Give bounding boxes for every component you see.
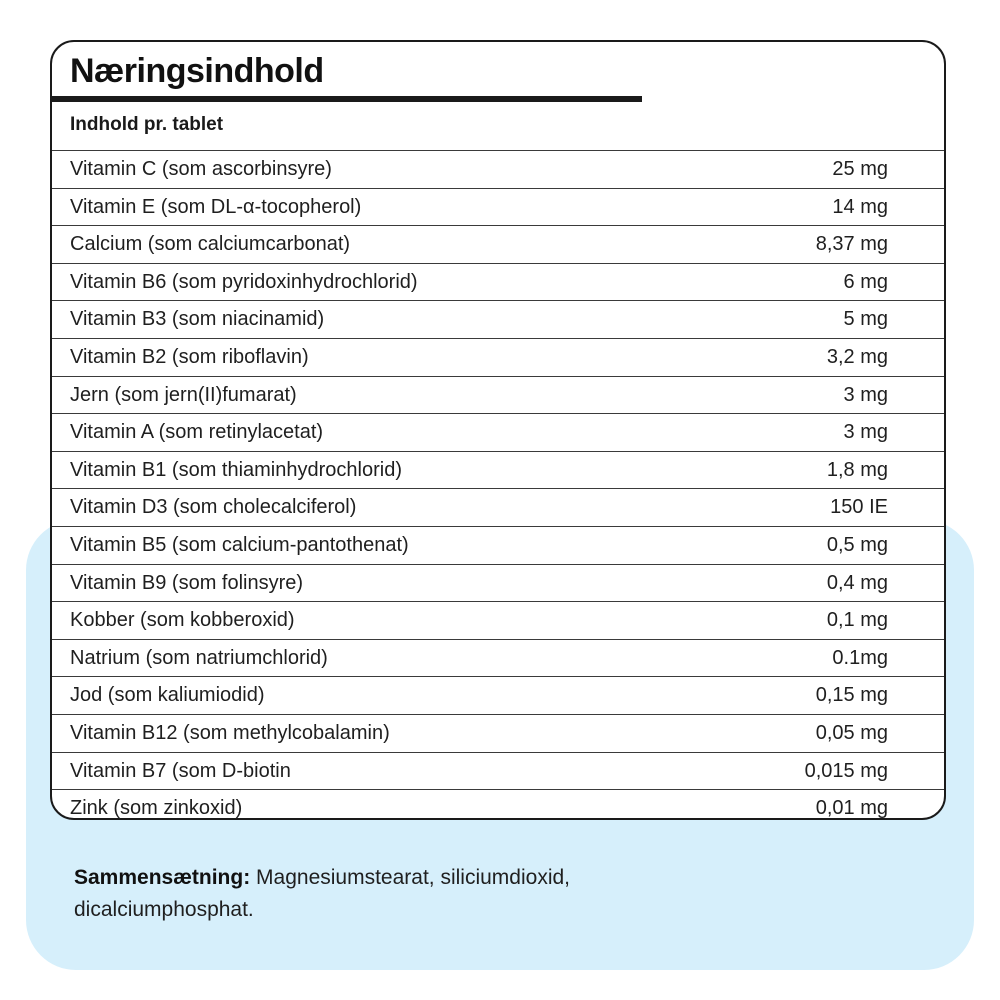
table-row <box>52 225 944 263</box>
table-row <box>52 488 944 526</box>
nutrient-name: Vitamin B12 (som methylcobalamin) <box>70 721 390 744</box>
nutrition-title: Næringsindhold <box>70 52 324 90</box>
nutrient-name: Vitamin B3 (som niacinamid) <box>70 308 325 331</box>
nutrient-amount: 3 mg <box>843 421 888 444</box>
nutrient-name: Calcium (som calciumcarbonat) <box>70 233 351 256</box>
table-row <box>52 413 944 451</box>
nutrient-amount: 8,37 mg <box>815 233 888 256</box>
nutrient-name: Natrium (som natriumchlorid) <box>70 646 328 669</box>
nutrient-amount: 0.1mg <box>832 646 888 669</box>
table-row <box>52 526 944 564</box>
nutrient-amount: 0,4 mg <box>826 571 888 594</box>
nutrient-amount: 14 mg <box>832 195 888 218</box>
nutrient-name: Zink (som zinkoxid) <box>70 797 243 820</box>
nutrient-name: Vitamin B1 (som thiaminhydrochlorid) <box>70 458 402 481</box>
nutrient-amount: 0,01 mg <box>815 797 888 820</box>
table-row <box>52 376 944 414</box>
table-row <box>52 338 944 376</box>
table-row <box>52 300 944 338</box>
composition-text: Magnesiumstearat, siliciumdioxid, dicalciumphosphat. <box>74 866 570 921</box>
table-row <box>52 188 944 226</box>
nutrient-name: Kobber (som kobberoxid) <box>70 609 295 632</box>
nutrient-name: Vitamin B9 (som folinsyre) <box>70 571 304 594</box>
table-row <box>52 451 944 489</box>
nutrient-amount: 6 mg <box>843 270 888 293</box>
table-row <box>52 150 944 188</box>
nutrient-name: Vitamin B6 (som pyridoxinhydrochlorid) <box>70 270 418 293</box>
nutrient-amount: 1,8 mg <box>826 458 888 481</box>
nutrient-amount: 3,2 mg <box>826 345 888 368</box>
nutrient-amount: 0,15 mg <box>815 684 888 707</box>
table-row <box>52 639 944 677</box>
table-subheader: Indhold pr. tablet <box>70 114 224 135</box>
table-row <box>52 676 944 714</box>
nutrient-name: Vitamin D3 (som cholecalciferol) <box>70 496 357 519</box>
nutrient-name: Vitamin E (som DL-α-tocopherol) <box>70 195 362 218</box>
title-underline <box>52 96 642 102</box>
table-row <box>52 564 944 602</box>
nutrient-amount: 0,5 mg <box>826 533 888 556</box>
nutrient-name: Vitamin A (som retinylacetat) <box>70 421 324 444</box>
nutrient-name: Vitamin B5 (som calcium-pantothenat) <box>70 533 409 556</box>
composition-section <box>74 862 714 926</box>
table-row <box>52 263 944 301</box>
table-row <box>52 789 944 820</box>
composition-label: Sammensætning: <box>74 866 251 889</box>
nutrient-name: Jern (som jern(II)fumarat) <box>70 383 297 406</box>
nutrient-amount: 0,015 mg <box>804 759 888 782</box>
nutrient-name: Vitamin B2 (som riboflavin) <box>70 345 309 368</box>
table-row <box>52 714 944 752</box>
nutrition-table <box>52 150 944 820</box>
nutrient-name: Vitamin B7 (som D-biotin <box>70 759 291 782</box>
nutrition-card <box>50 40 946 820</box>
nutrient-amount: 3 mg <box>843 383 888 406</box>
nutrient-name: Vitamin C (som ascorbinsyre) <box>70 158 332 180</box>
nutrient-name: Jod (som kaliumiodid) <box>70 684 265 707</box>
nutrient-amount: 5 mg <box>843 308 888 331</box>
table-row <box>52 752 944 790</box>
nutrient-amount: 0,1 mg <box>826 609 888 632</box>
table-row <box>52 601 944 639</box>
nutrient-amount: 0,05 mg <box>815 721 888 744</box>
nutrient-amount: 150 IE <box>830 496 888 519</box>
nutrient-amount: 25 mg <box>832 158 888 180</box>
